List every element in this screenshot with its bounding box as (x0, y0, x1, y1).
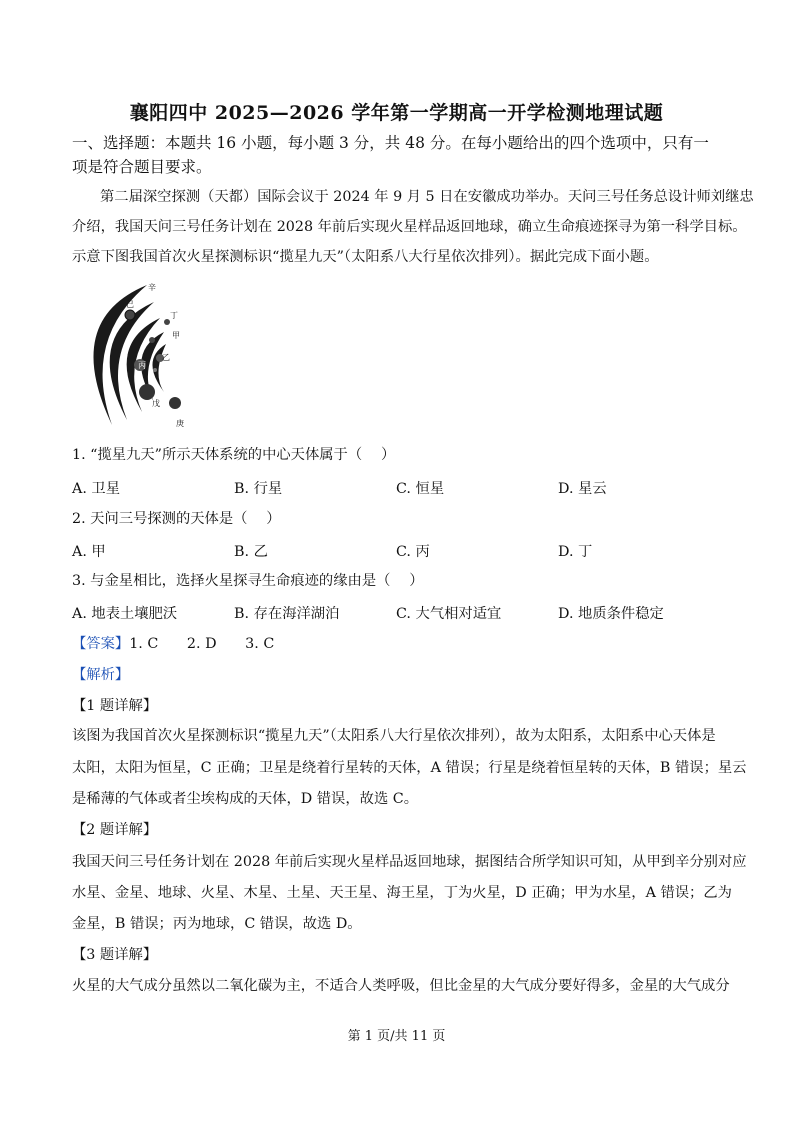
answer-tag: 【答案】 (72, 636, 130, 652)
q3-option-c[interactable]: C. 大气相对适宜 (396, 606, 502, 622)
planet-label-bing: 丙 (138, 361, 146, 370)
page-footer: 第 1 页/共 11 页 (347, 1029, 446, 1044)
passage-line-3: 示意下图我国首次火星探测标识“揽星九天”（太阳系八大行星依次排列）。据此完成下面小题。 (72, 249, 659, 265)
q1-option-d[interactable]: D. 星云 (558, 481, 607, 497)
page-title: 襄阳四中 2025—2026 学年第一学期高一开学检测地理试题 (129, 102, 664, 124)
detail-2-line-3: 金星，B 错误；丙为地球，C 错误，故选 D。 (72, 916, 362, 932)
q3-option-d[interactable]: D. 地质条件稳定 (558, 606, 664, 622)
answer-line (72, 634, 732, 654)
planet-label-xin: 辛 (148, 283, 156, 292)
planet-label-jia: 甲 (172, 331, 180, 340)
q3-option-a[interactable]: A. 地表土壤肥沃 (72, 606, 178, 622)
q2-option-a[interactable]: A. 甲 (72, 544, 106, 560)
planet-label-ding: 丁 (170, 311, 178, 320)
planet-label-ji: 己 (126, 300, 134, 309)
passage-line-1: 第二届深空探测（天都）国际会议于 2024 年 9 月 5 日在安徽成功举办。天问三号任务总设计师刘继忠 (100, 189, 754, 205)
detail-1-line-2: 太阳，太阳为恒星，C 正确；卫星是绕着行星转的天体，A 错误；行星是绕着恒星转的天体，B 错误；星云 (72, 760, 747, 776)
detail-2-line-1: 我国天问三号任务计划在 2028 年前后实现火星样品返回地球，据图结合所学知识可知，从甲到辛分别对应 (72, 854, 747, 870)
q2-option-b[interactable]: B. 乙 (234, 544, 268, 560)
q2-option-c[interactable]: C. 丙 (396, 544, 430, 560)
detail-1-line-1: 该图为我国首次火星探测标识“揽星九天”（太阳系八大行星依次排列），故为太阳系，太阳系中心天体是 (72, 728, 716, 744)
detail-2-line-2: 水星、金星、地球、火星、木星、土星、天王星、海王星，丁为火星，D 正确；甲为水星，A 错误；乙为 (72, 885, 732, 901)
q1-option-b[interactable]: B. 行星 (234, 481, 283, 497)
detail-2-heading: 【2 题详解】 (72, 822, 158, 838)
planet-label-geng: 庚 (176, 419, 184, 428)
q3-option-b[interactable]: B. 存在海洋湖泊 (234, 606, 340, 622)
section-heading-line-1: 一、选择题：本题共 16 小题，每小题 3 分，共 48 分。在每小题给出的四个选项中，只有一 (72, 134, 709, 152)
detail-3-line-1: 火星的大气成分虽然以二氧化碳为主，不适合人类呼吸，但比金星的大气成分要好得多，金星的大气成分 (72, 978, 730, 994)
question-1-stem: 1. “揽星九天”所示天体系统的中心天体属于（ ） (72, 447, 396, 463)
q2-option-d[interactable]: D. 丁 (558, 544, 593, 560)
passage-line-2: 介绍，我国天问三号任务计划在 2028 年前后实现火星样品返回地球，确立生命痕迹探寻为第一科学目标。 (72, 219, 747, 235)
planet-label-yi: 乙 (162, 353, 170, 362)
detail-1-heading: 【1 题详解】 (72, 698, 158, 714)
planet-label-wu: 戊 (152, 399, 160, 408)
section-heading-line-2: 项是符合题目要求。 (72, 158, 212, 176)
analysis-tag: 【解析】 (72, 667, 130, 683)
detail-3-heading: 【3 题详解】 (72, 947, 158, 963)
question-3-stem: 3. 与金星相比，选择火星探寻生命痕迹的缘由是（ ） (72, 573, 424, 589)
q1-option-a[interactable]: A. 卫星 (72, 481, 121, 497)
mars-mission-logo (72, 280, 192, 430)
detail-1-line-3: 是稀薄的气体或者尘埃构成的天体，D 错误，故选 C。 (72, 791, 419, 807)
logo-graphic (72, 280, 192, 430)
answer-text: 1. C 2. D 3. C (129, 636, 275, 652)
q1-option-c[interactable]: C. 恒星 (396, 481, 445, 497)
question-2-stem: 2. 天问三号探测的天体是（ ） (72, 511, 281, 527)
